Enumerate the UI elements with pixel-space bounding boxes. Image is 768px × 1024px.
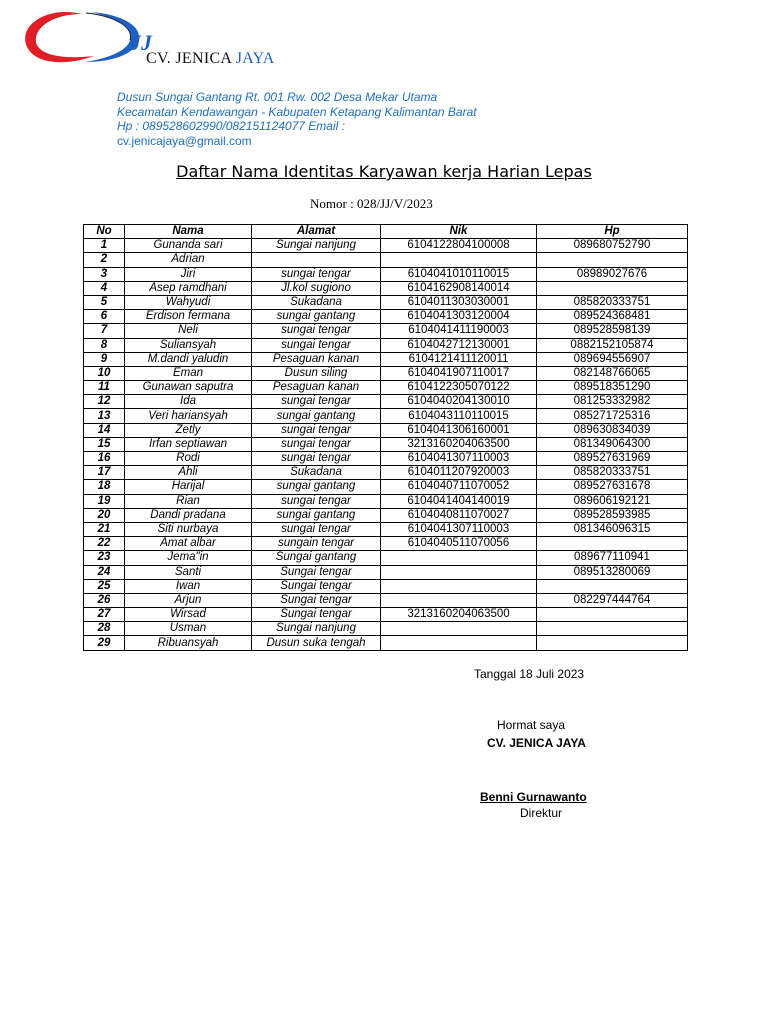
cell-hp: 0882152105874 — [537, 338, 688, 352]
cell-hp: 089680752790 — [537, 239, 688, 253]
cell-hp: 089513280069 — [537, 565, 688, 579]
cell-nik: 3213160204063500 — [381, 608, 537, 622]
column-header-no: No — [84, 225, 125, 239]
cell-nama: Rian — [125, 494, 252, 508]
cell-nama: Gunawan saputra — [125, 381, 252, 395]
cell-hp: 089524368481 — [537, 310, 688, 324]
cell-no: 22 — [84, 537, 125, 551]
cell-alamat: Sungai tengar — [252, 579, 381, 593]
cell-alamat: Sungai tengar — [252, 565, 381, 579]
cell-nik: 6104011303030001 — [381, 295, 537, 309]
cell-nik: 6104042712130001 — [381, 338, 537, 352]
cell-nik: 6104041907110017 — [381, 366, 537, 380]
table-row — [84, 636, 688, 650]
cell-nama: Suliansyah — [125, 338, 252, 352]
cell-nama: Rodi — [125, 452, 252, 466]
cell-nama: Harijal — [125, 480, 252, 494]
table-row — [84, 381, 688, 395]
cell-nik: 6104011207920003 — [381, 466, 537, 480]
cell-nama: Gunanda sari — [125, 239, 252, 253]
cell-alamat: sungai gantang — [252, 310, 381, 324]
table-row — [84, 579, 688, 593]
signer-name: Benni Gurnawanto — [480, 790, 587, 804]
company-logo — [20, 10, 170, 80]
cell-no: 11 — [84, 381, 125, 395]
table-row — [84, 508, 688, 522]
table-row — [84, 310, 688, 324]
cell-hp: 089518351290 — [537, 381, 688, 395]
cell-alamat: Sungai nanjung — [252, 239, 381, 253]
cell-alamat: Sungai tengar — [252, 608, 381, 622]
cell-alamat: sungai tengar — [252, 338, 381, 352]
table-row — [84, 366, 688, 380]
cell-nama: Siti nurbaya — [125, 522, 252, 536]
table-row — [84, 423, 688, 437]
cell-nik: 6104122804100008 — [381, 239, 537, 253]
cell-nik: 6104040511070056 — [381, 537, 537, 551]
cell-alamat: Jl.kol sugiono — [252, 281, 381, 295]
cell-alamat: Sukadana — [252, 295, 381, 309]
table-header-row — [84, 225, 688, 239]
cell-no: 23 — [84, 551, 125, 565]
column-header-nik: Nik — [381, 225, 537, 239]
cell-nama: Wirsad — [125, 608, 252, 622]
cell-alamat — [252, 253, 381, 267]
company-name-prefix: CV. JENICA — [146, 50, 232, 67]
cell-no: 15 — [84, 437, 125, 451]
cell-hp: 081349064300 — [537, 437, 688, 451]
employee-table-body — [84, 239, 688, 650]
cell-no: 26 — [84, 593, 125, 607]
cell-nik — [381, 622, 537, 636]
document-title: Daftar Nama Identitas Karyawan kerja Harian Lepas — [176, 162, 592, 181]
cell-alamat: sungai tengar — [252, 324, 381, 338]
table-row — [84, 466, 688, 480]
cell-nik — [381, 636, 537, 650]
cell-no: 5 — [84, 295, 125, 309]
address-line: Kecamatan Kendawangan - Kabupaten Ketapang Kalimantan Barat — [117, 104, 477, 119]
table-row — [84, 409, 688, 423]
cell-nama: Santi — [125, 565, 252, 579]
cell-no: 6 — [84, 310, 125, 324]
table-row — [84, 522, 688, 536]
table-row — [84, 338, 688, 352]
table-row — [84, 253, 688, 267]
cell-nik: 6104041307110003 — [381, 452, 537, 466]
cell-nik — [381, 579, 537, 593]
table-row — [84, 622, 688, 636]
cell-nik: 6104043110110015 — [381, 409, 537, 423]
cell-hp — [537, 636, 688, 650]
cell-nik: 6104040204130010 — [381, 395, 537, 409]
cell-nik: 6104162908140014 — [381, 281, 537, 295]
signing-date: Tanggal 18 Juli 2023 — [474, 667, 585, 681]
table-row — [84, 267, 688, 281]
cell-hp — [537, 622, 688, 636]
cell-no: 7 — [84, 324, 125, 338]
column-header-alamat: Alamat — [252, 225, 381, 239]
cell-alamat: Pesaguan kanan — [252, 352, 381, 366]
cell-hp — [537, 281, 688, 295]
cell-hp — [537, 608, 688, 622]
table-row — [84, 608, 688, 622]
cell-nama: Adrian — [125, 253, 252, 267]
cell-nama: Wahyudi — [125, 295, 252, 309]
cell-alamat: sungai tengar — [252, 522, 381, 536]
cell-hp: 085271725316 — [537, 409, 688, 423]
cell-nik: 6104122305070122 — [381, 381, 537, 395]
email-address: cv.jenicajaya@gmail.com — [117, 133, 252, 148]
cell-nik: 6104041411190003 — [381, 324, 537, 338]
cell-nama: Ribuansyah — [125, 636, 252, 650]
cell-alamat: sungai gantang — [252, 508, 381, 522]
cell-alamat: Sungai gantang — [252, 551, 381, 565]
cell-alamat: sungai tengar — [252, 423, 381, 437]
cell-nama: Erdison fermana — [125, 310, 252, 324]
table-row — [84, 494, 688, 508]
cell-nik: 6104041404140019 — [381, 494, 537, 508]
cell-hp: 089528593985 — [537, 508, 688, 522]
table-row — [84, 565, 688, 579]
cell-no: 18 — [84, 480, 125, 494]
cell-hp — [537, 253, 688, 267]
address-line: Hp : 089528602990/082151124077 Email : — [117, 119, 345, 133]
cell-alamat: sungai tengar — [252, 437, 381, 451]
cell-alamat: sungai tengar — [252, 395, 381, 409]
table-row — [84, 324, 688, 338]
document-number: Nomor : 028/JJ/V/2023 — [310, 196, 433, 211]
cell-no: 3 — [84, 267, 125, 281]
cell-alamat: sungai gantang — [252, 409, 381, 423]
table-row — [84, 352, 688, 366]
cell-no: 16 — [84, 452, 125, 466]
cell-no: 9 — [84, 352, 125, 366]
table-row — [84, 593, 688, 607]
table-row — [84, 437, 688, 451]
cell-alamat: Sungai tengar — [252, 593, 381, 607]
closing-greeting: Hormat saya — [497, 718, 566, 732]
cell-nama: Neli — [125, 324, 252, 338]
cell-nama: Iwan — [125, 579, 252, 593]
cell-no: 12 — [84, 395, 125, 409]
table-row — [84, 395, 688, 409]
cell-nama: Eman — [125, 366, 252, 380]
cell-hp — [537, 579, 688, 593]
cell-nik — [381, 253, 537, 267]
cell-nama: Amat albar — [125, 537, 252, 551]
cell-no: 13 — [84, 409, 125, 423]
cell-hp: 089528598139 — [537, 324, 688, 338]
cell-alamat: sungain tengar — [252, 537, 381, 551]
address-line: Dusun Sungai Gantang Rt. 001 Rw. 002 Desa Mekar Utama — [117, 90, 438, 104]
cell-no: 1 — [84, 239, 125, 253]
cell-alamat: Pesaguan kanan — [252, 381, 381, 395]
employee-table — [83, 224, 688, 651]
cell-nama: Usman — [125, 622, 252, 636]
table-row — [84, 281, 688, 295]
cell-nik: 6104041010110015 — [381, 267, 537, 281]
cell-alamat: Dusun siling — [252, 366, 381, 380]
cell-nama: Dandi pradana — [125, 508, 252, 522]
cell-alamat: sungai tengar — [252, 452, 381, 466]
cell-nik: 6104041303120004 — [381, 310, 537, 324]
cell-hp — [537, 537, 688, 551]
cell-no: 19 — [84, 494, 125, 508]
cell-no: 4 — [84, 281, 125, 295]
logo-letters: JJ — [130, 30, 152, 55]
cell-alamat: Sungai nanjung — [252, 622, 381, 636]
signing-company: CV. JENICA JAYA — [487, 736, 586, 750]
cell-nama: Zetly — [125, 423, 252, 437]
cell-nama: Ahli — [125, 466, 252, 480]
cell-hp: 085820333751 — [537, 466, 688, 480]
cell-hp: 081253332982 — [537, 395, 688, 409]
cell-nik: 6104121411120011 — [381, 352, 537, 366]
cell-nik: 6104040711070052 — [381, 480, 537, 494]
company-address — [117, 90, 477, 148]
cell-alamat: sungai tengar — [252, 494, 381, 508]
cell-nik: 6104040811070027 — [381, 508, 537, 522]
cell-nama: Jema"in — [125, 551, 252, 565]
cell-no: 14 — [84, 423, 125, 437]
cell-alamat: Sukadana — [252, 466, 381, 480]
table-row — [84, 239, 688, 253]
table-row — [84, 295, 688, 309]
cell-nik — [381, 551, 537, 565]
cell-no: 2 — [84, 253, 125, 267]
cell-hp: 089527631969 — [537, 452, 688, 466]
signer-title: Direktur — [520, 806, 563, 820]
cell-nama: Arjun — [125, 593, 252, 607]
cell-no: 25 — [84, 579, 125, 593]
cell-hp: 085820333751 — [537, 295, 688, 309]
cell-no: 28 — [84, 622, 125, 636]
cell-hp: 081346096315 — [537, 522, 688, 536]
cell-nama: Ida — [125, 395, 252, 409]
cell-hp: 08989027676 — [537, 267, 688, 281]
cell-no: 20 — [84, 508, 125, 522]
cell-hp: 089694556907 — [537, 352, 688, 366]
table-row — [84, 480, 688, 494]
cell-alamat: Dusun suka tengah — [252, 636, 381, 650]
cell-no: 10 — [84, 366, 125, 380]
cell-no: 24 — [84, 565, 125, 579]
table-row — [84, 551, 688, 565]
cell-nik — [381, 593, 537, 607]
table-row — [84, 537, 688, 551]
column-header-nama: Nama — [125, 225, 252, 239]
cell-alamat: sungai tengar — [252, 267, 381, 281]
cell-hp: 089677110941 — [537, 551, 688, 565]
cell-nama: M.dandi yaludin — [125, 352, 252, 366]
cell-no: 29 — [84, 636, 125, 650]
cell-nik: 6104041307110003 — [381, 522, 537, 536]
cell-nama: Jiri — [125, 267, 252, 281]
cell-hp: 089630834039 — [537, 423, 688, 437]
company-name-accent: JAYA — [235, 50, 275, 67]
cell-no: 8 — [84, 338, 125, 352]
cell-no: 17 — [84, 466, 125, 480]
cell-alamat: sungai gantang — [252, 480, 381, 494]
cell-nama: Asep ramdhani — [125, 281, 252, 295]
table-row — [84, 452, 688, 466]
cell-hp: 082148766065 — [537, 366, 688, 380]
cell-nik — [381, 565, 537, 579]
cell-no: 27 — [84, 608, 125, 622]
cell-no: 21 — [84, 522, 125, 536]
cell-nik: 6104041306160001 — [381, 423, 537, 437]
cell-nama: Veri hariansyah — [125, 409, 252, 423]
cell-hp: 089606192121 — [537, 494, 688, 508]
cell-hp: 082297444764 — [537, 593, 688, 607]
cell-nama: Irfan septiawan — [125, 437, 252, 451]
cell-hp: 089527631678 — [537, 480, 688, 494]
column-header-hp: Hp — [537, 225, 688, 239]
cell-nik: 3213160204063500 — [381, 437, 537, 451]
company-name — [146, 50, 275, 68]
